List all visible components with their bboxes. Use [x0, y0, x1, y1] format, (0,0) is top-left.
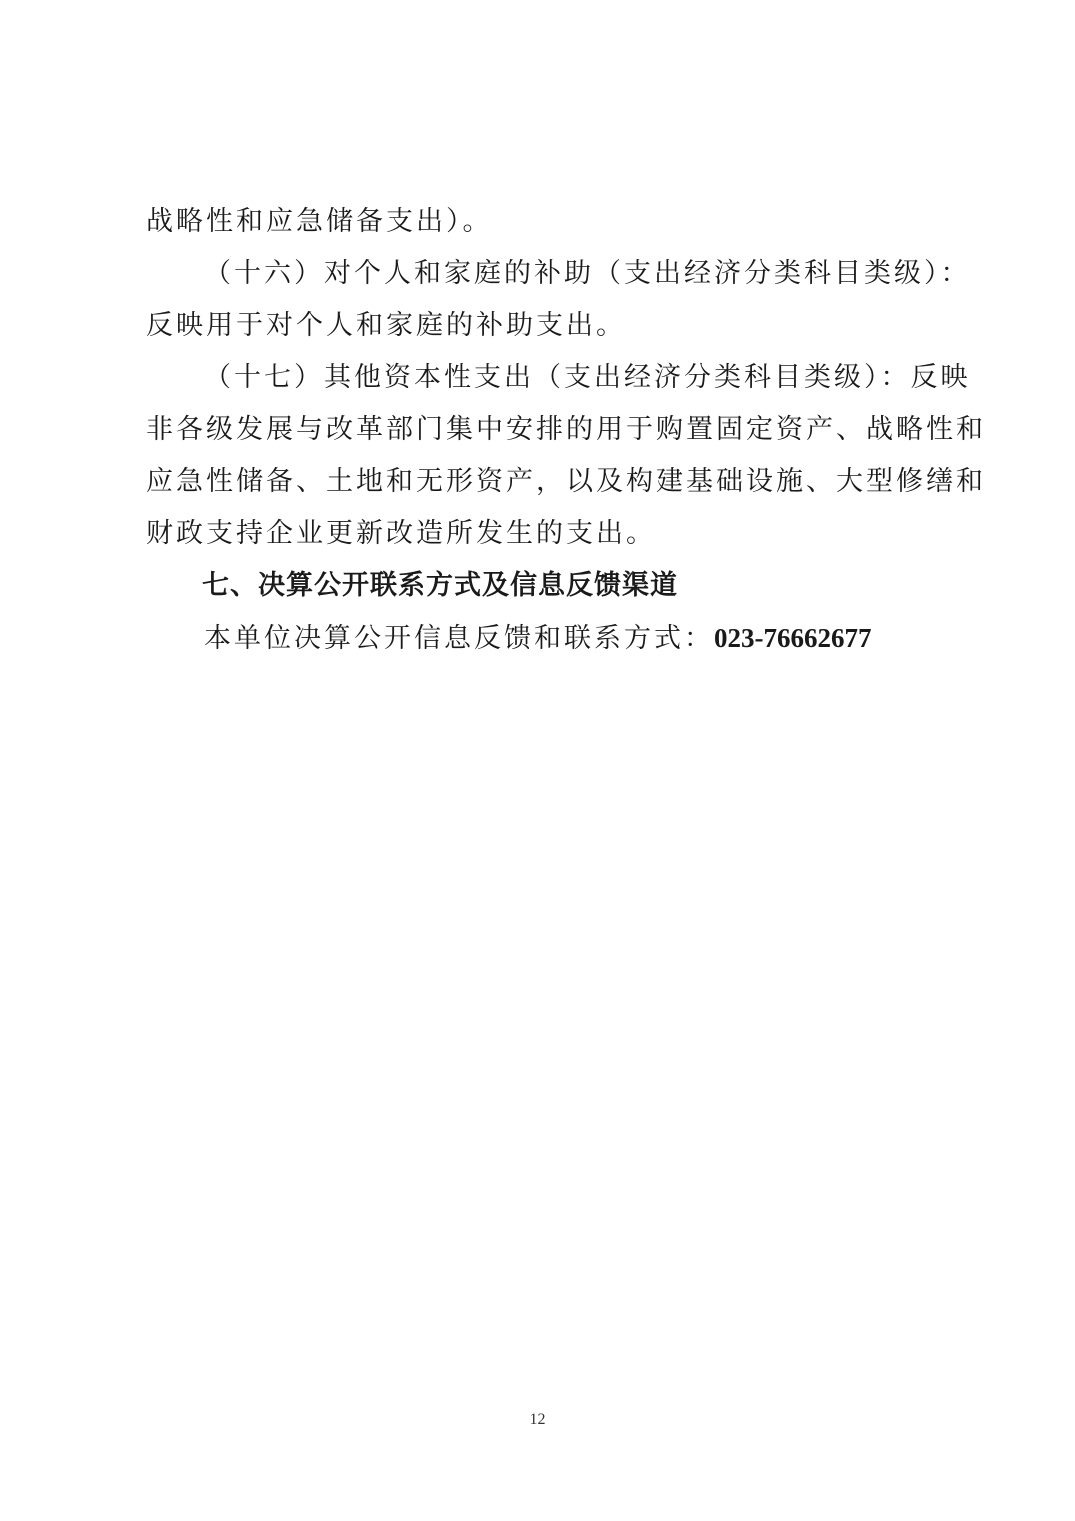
paragraph-line: 反映用于对个人和家庭的补助支出。	[146, 310, 626, 341]
paragraph-line: 应急性储备、土地和无形资产，以及构建基础设施、大型修缮和	[146, 466, 986, 497]
contact-label: 本单位决算公开信息反馈和联系方式：	[204, 623, 714, 654]
contact-phone: 023-76662677	[714, 623, 872, 653]
paragraph-line: 战略性和应急储备支出）。	[146, 206, 493, 237]
paragraph-line: 非各级发展与改革部门集中安排的用于购置固定资产、战略性和	[146, 414, 986, 445]
paragraph-line: 财政支持企业更新改造所发生的支出。	[146, 518, 656, 549]
paragraph-line: （十七）其他资本性支出（支出经济分类科目类级）：反映	[204, 362, 971, 393]
page-number: 12	[529, 1411, 546, 1428]
contact-line	[146, 612, 943, 665]
paragraph-line: （十六）对个人和家庭的补助（支出经济分类科目类级）：	[204, 258, 971, 289]
section-heading: 七、决算公开联系方式及信息反馈渠道	[202, 570, 678, 601]
page-content	[146, 196, 986, 665]
